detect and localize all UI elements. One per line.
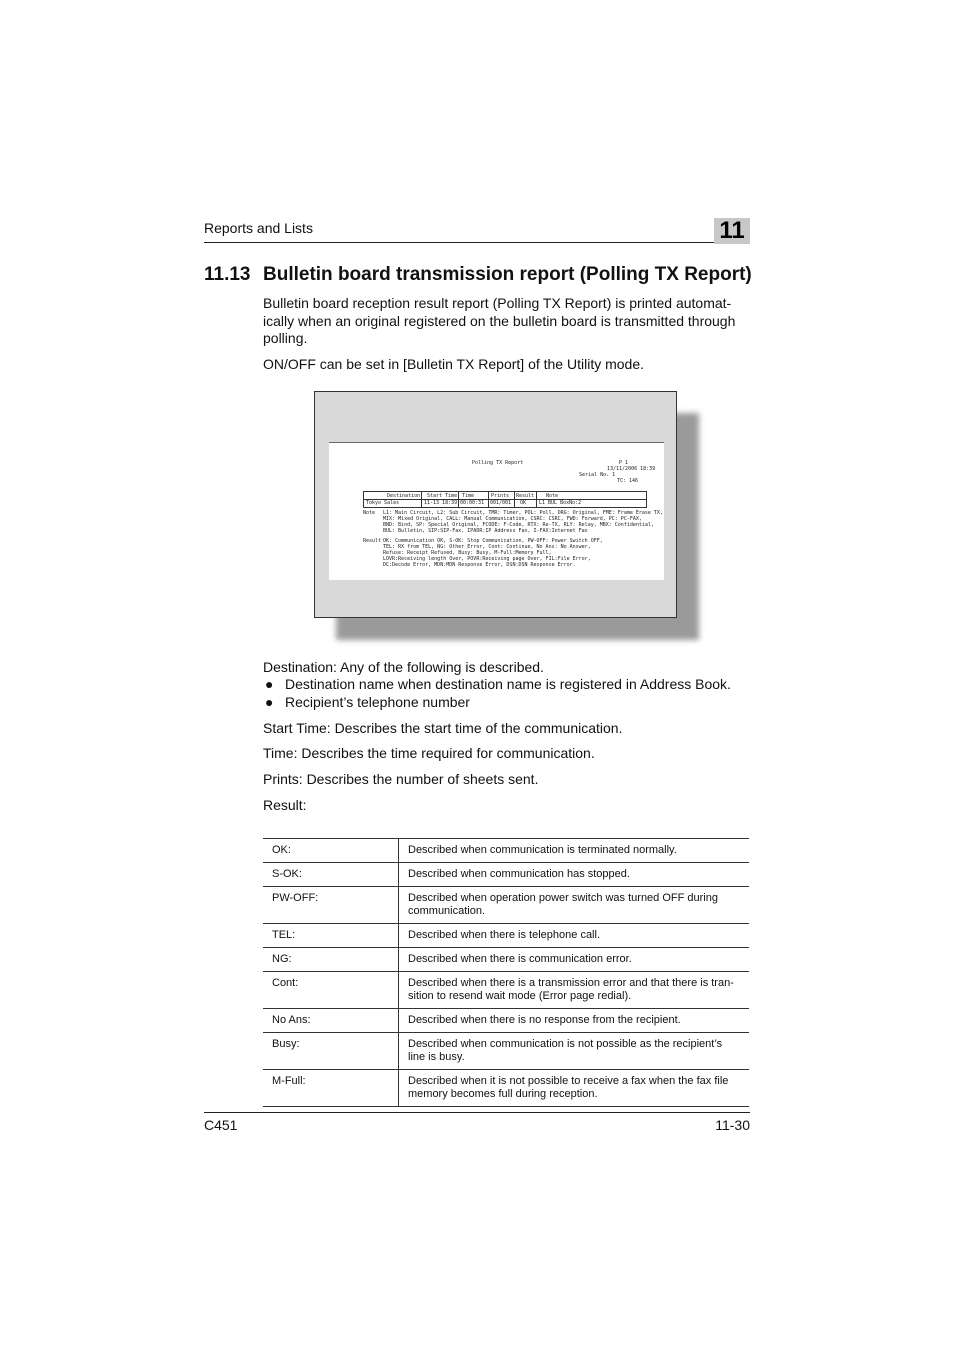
destination-bullets xyxy=(263,676,731,711)
report-cell-time: 00:00:31 xyxy=(460,500,485,506)
chapter-badge: 11 xyxy=(714,218,750,244)
report-tc: TC: 146 xyxy=(617,478,639,484)
page-header xyxy=(204,218,750,243)
table-row: M-Full: Described when it is not possible to receive a fax when the fax file memory becomes full during reception. xyxy=(263,1070,749,1107)
report-col-note: Note xyxy=(546,493,559,499)
footer-page-number: 11-30 xyxy=(715,1117,750,1133)
report-col-prints: Prints xyxy=(491,493,510,499)
report-note-line: BUL: Bulletin, SIP:SIP-Fax, IPADR:IP Address Fax, I-FAX:Internet Fax xyxy=(383,528,588,534)
report-cell-prints: 001/001 xyxy=(490,500,512,506)
table-row: NG: Described when there is communication error. xyxy=(263,948,749,972)
report-result-line: DC:Decode Error, MDN:MDN Response Error, DSN:DSN Response Error. xyxy=(383,562,576,568)
report-title: Polling TX Report xyxy=(472,460,524,466)
footer-model: C451 xyxy=(204,1117,238,1133)
table-row: Busy: Described when communication is not possible as the recipient’s line is busy. xyxy=(263,1033,749,1070)
figure-frame xyxy=(314,391,677,618)
setting-paragraph: ON/OFF can be set in [Bulletin TX Report] of the Utility mode. xyxy=(263,356,645,372)
table-row: OK: Described when communication is terminated normally. xyxy=(263,839,749,863)
report-result-line: Refuse: Receipt Refused, Busy: Busy, M-Full:Memory Full, xyxy=(383,550,552,556)
table-row: PW-OFF: Described when operation power switch was turned OFF during communication. xyxy=(263,887,749,924)
header-title: Reports and Lists xyxy=(204,220,313,236)
result-table xyxy=(263,838,749,1107)
section-heading xyxy=(204,264,764,286)
section-title: Bulletin board transmission report (Polling TX Report) xyxy=(263,264,752,285)
report-note-line: L1: Main Circuit, L2: Sub Circuit, TMR: Timer, POL: Poll, ORG: Original, FME: Frame Erase TX, xyxy=(383,510,663,516)
report-paper xyxy=(329,442,664,580)
report-col-result: Result xyxy=(516,493,535,499)
table-row: No Ans: Described when there is no response from the recipient. xyxy=(263,1009,749,1033)
table-row: S-OK: Described when communication has stopped. xyxy=(263,863,749,887)
start-time-desc: Start Time: Describes the start time of the communication. xyxy=(263,720,623,736)
report-col-time: Time xyxy=(462,493,475,499)
report-result-label: Result xyxy=(363,538,382,544)
list-item: ● Recipient’s telephone number xyxy=(265,693,470,710)
report-cell-result: OK xyxy=(520,500,527,506)
page-footer xyxy=(204,1112,750,1133)
list-item: ● Destination name when destination name is registered in Address Book. xyxy=(265,676,731,692)
destination-intro: Destination: Any of the following is described. xyxy=(263,659,544,675)
table-row: TEL: Described when there is telephone call. xyxy=(263,924,749,948)
report-serial: Serial No. 1 xyxy=(579,472,616,478)
result-desc: Result: xyxy=(263,797,307,813)
report-note-line: MIX: Mixed Original, CALL: Manual Communication, CSRC: CSRC, FWD: Forward, PC: PC-FAX, xyxy=(383,516,642,522)
report-cell-start-time: 11-13 18:39 xyxy=(424,500,458,506)
report-col-start-time: Start Time xyxy=(427,493,458,499)
report-note-label: Note xyxy=(363,510,376,516)
report-result-line: LOVR:Receiving length Over, POVR:Receiving page Over, FIL:File Error, xyxy=(383,556,591,562)
report-page-no: P 1 xyxy=(619,460,629,466)
bullet-icon: ● xyxy=(265,676,274,692)
section-number: 11.13 xyxy=(204,264,251,285)
report-figure xyxy=(314,391,696,639)
report-note-line: BND: Bind, SP: Special Original, FCODE: F-Code, RTX: Re-TX, RLY: Relay, MBX: Confidential, xyxy=(383,522,654,528)
report-result-line: TEL: RX from TEL, NG: Other Error, Cont: Continue, No Ans: No Answer, xyxy=(383,544,591,550)
report-cell-note: L1 BUL BoxNo:2 xyxy=(539,500,582,506)
time-desc: Time: Describes the time required for communication. xyxy=(263,745,595,761)
report-table xyxy=(363,491,647,508)
bullet-icon: ● xyxy=(265,693,274,710)
report-date: 13/11/2006 18:39 xyxy=(607,466,656,472)
report-result-line: OK: Communication OK, S-OK: Stop Communication, PW-OFF: Power Switch OFF, xyxy=(383,538,603,544)
intro-paragraph: Bulletin board reception result report (Polling TX Report) is printed automat-ically when an original registered on the bulletin board is transmitted through polling. xyxy=(263,295,736,346)
table-row: Cont: Described when there is a transmission error and that there is tran-sition to resend wait mode (Error page redial). xyxy=(263,972,749,1009)
prints-desc: Prints: Describes the number of sheets sent. xyxy=(263,771,539,787)
report-col-destination: Destination xyxy=(387,493,421,499)
report-cell-destination: Tokyo Sales xyxy=(366,500,400,506)
